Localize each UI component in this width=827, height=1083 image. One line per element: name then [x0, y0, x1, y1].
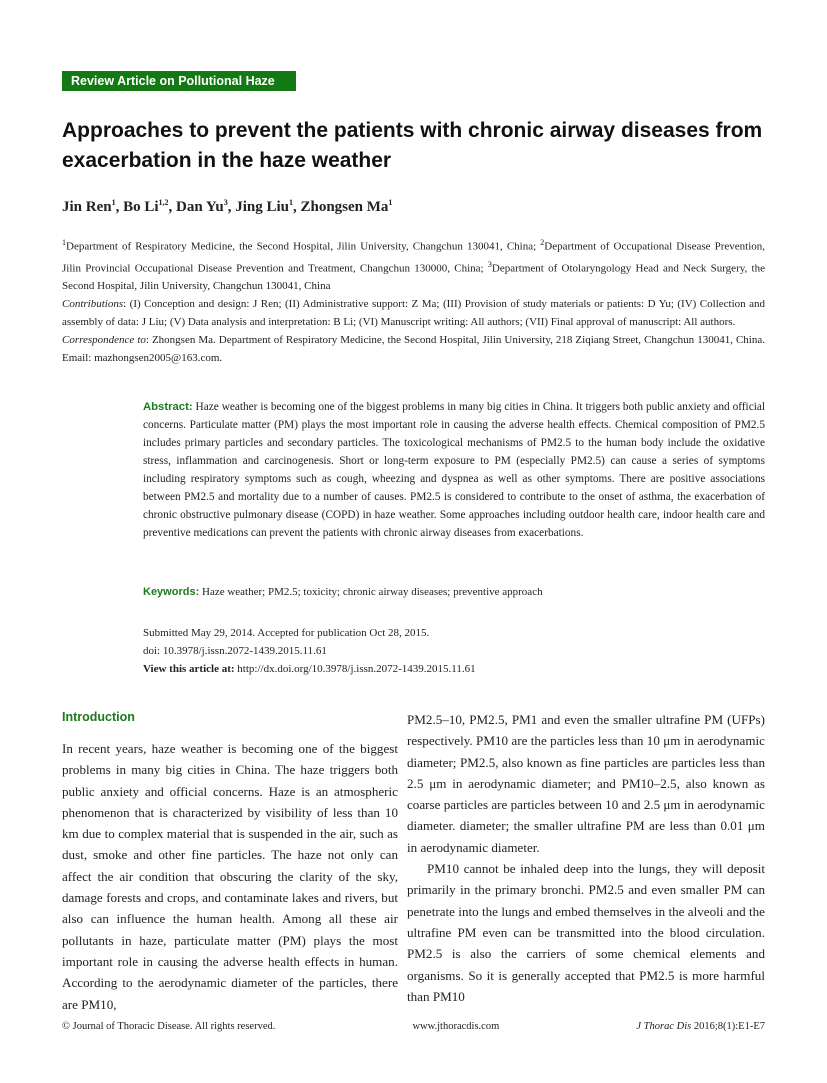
author-sup: 1: [111, 198, 116, 207]
affiliation: Department of Respiratory Medicine, the Second Hospital, Jilin University, Changchun 130041, China;: [66, 240, 541, 253]
author-list: Jin Ren$^1$, Bo Li$^{1,2}$, Dan Yu$^3$, Jing Liu$^1$, Zhongsen Ma$^1$: [62, 198, 393, 215]
article-title: Approaches to prevent the patients with chronic airway diseases from exacerbation in the haze weather: [62, 119, 763, 172]
contributions: : (I) Conception and design: J Ren; (II) Administrative support: Z Ma; (III) Provision of study materials or patients: D Yu; (IV) Collection and assembly of data: J Liu; (V) Data analysis and interpretation: B Li; (VI) Manuscript writing: All authors; (VII) Final approval of manuscript: All authors.: [62, 298, 765, 329]
journal-url[interactable]: www.jthoracdis.com: [412, 1021, 500, 1032]
author-sup: 3: [223, 198, 228, 207]
affiliation: Department of Occupational Disease Prevention, Jilin Provincial Occupational Disease Prevention and Treatment, Changchun 130000, China;: [62, 240, 765, 275]
copyright: © Journal of Thoracic Disease. All rights reserved.: [62, 1021, 276, 1032]
keywords-text: Haze weather; PM2.5; toxicity; chronic airway diseases; preventive approach: [202, 586, 543, 598]
contributions-label: Contributions: [62, 298, 124, 311]
author: Jing Liu: [235, 199, 289, 215]
author-sup: 1: [288, 198, 293, 207]
abstract: [143, 398, 765, 542]
abstract-text: Haze weather is becoming one of the biggest problems in many big cities in China. It triggers both public anxiety and official concerns. Particulate matter (PM) plays the most important role in causing the adverse health effects. Chemical composition of PM2.5 includes primary particles and secondary particles. The toxicological mechanisms of PM2.5 to the human body include the oxidative stress, inflammation and carcinogenesis. Short or long-term exposure to PM (especially PM2.5) can cause a series of symptoms including respiratory symptoms such as cough, wheezing and dyspnea as well as other symptoms. There are positive associations between PM2.5 and mortality due to a number of causes. PM2.5 is considered to contribute to the onset of asthma, the exacerbation of chronic obstructive pulmonary disease (COPD) in haze weather. Some approaches including outdoor health care, indoor health care and preventive medications can prevent the patients with chronic airway diseases from exacerbations.: [143, 401, 765, 539]
view-label: View this article at:: [143, 663, 235, 675]
keywords: [143, 586, 765, 598]
correspondence: : Zhongsen Ma. Department of Respiratory Medicine, the Second Hospital, Jilin University, 218 Ziqiang Street, Changchun 130041, China. Email: mazhongsen2005@163.com.: [62, 334, 765, 365]
journal-abbrev: J Thorac Dis: [636, 1021, 692, 1032]
author: Bo Li: [123, 199, 159, 215]
citation-volume: 2016;8(1):E1-E7: [691, 1021, 765, 1032]
author: Dan Yu: [176, 199, 224, 215]
paragraph: In recent years, haze weather is becoming one of the biggest problems in many big cities in China. The haze triggers both public anxiety and official concerns. Haze is an atmospheric phenomenon that is characterized by visibility of less than 10 km due to complex material that is suspended in the air, such as dust, smoke and other fine particles. The haze not only can affect the air condition that obscuring the clarity of the sky, damage forests and crops, and contaminate lakes and rivers, but also can influence the human health. Among all these air pollutants in haze, particulate matter (PM) plays the most important role in causing the adverse health effects in human. According to the aerodynamic diameter of the particles, there are PM10,: [62, 741, 398, 1012]
left-column: [62, 738, 398, 1015]
submission-dates: Submitted May 29, 2014. Accepted for publication Oct 28, 2015.: [143, 627, 430, 639]
section-heading-introduction: Introduction: [62, 710, 135, 724]
keywords-label: Keywords:: [143, 586, 200, 598]
affiliation: Department of Otolaryngology Head and Neck Surgery, the Second Hospital, Jilin University, Changchun 130041, China: [62, 262, 765, 293]
author: Jin Ren: [62, 199, 112, 215]
author-sup: 1,2: [158, 198, 169, 207]
article-meta: [143, 624, 476, 678]
abstract-label: Abstract:: [143, 401, 193, 413]
citation: [636, 1021, 765, 1032]
article-link[interactable]: http://dx.doi.org/10.3978/j.issn.2072-1439.2015.11.61: [237, 663, 476, 675]
right-column: [407, 709, 765, 1007]
page-footer: [62, 1021, 765, 1032]
article-type-badge: Review Article on Pollutional Haze: [62, 71, 296, 91]
paragraph: PM10 cannot be inhaled deep into the lungs, they will deposit primarily in the primary bronchi. PM2.5 and even smaller PM can penetrate into the lungs and embed themselves in the alveoli and the ultrafine PM even can be transmitted into the blood circulation. PM2.5 is also the carriers of some chemical elements and organisms. So it is generally accepted that PM2.5 is more harmful than PM10: [407, 861, 765, 1004]
author-sup: 1: [388, 198, 393, 207]
affiliations: $^1$Department of Respiratory Medicine, the Second Hospital, Jilin University, Changchun 130041, China; $^2$Department of Occupational Disease Prevention, Jilin Provincial Occupational Disease Prevention and Treatment, Changchun 130000, China; $^3$Department of Otolaryngology Head and Neck Surgery, the Second Hospital, Jilin University, Changchun 130041, China Contributions: (I) Conception and design: J Ren; (II) Administrative support: Z Ma; (III) Provision of study materials or patients: D Yu; (IV) Collection and assembly of data: J Liu; (V) Data analysis and interpretation: B Li; (VI) Manuscript writing: All authors; (VII) Final approval of manuscript: All authors. Correspondence to: Zhongsen Ma. Department of Respiratory Medicine, the Second Hospital, Jilin University, 218 Ziqiang Street, Changchun 130041, China. Email: mazhongsen2005@163.com.: [62, 238, 765, 365]
correspondence-label: Correspondence to: [62, 334, 146, 347]
doi: doi: 10.3978/j.issn.2072-1439.2015.11.61: [143, 645, 327, 657]
author: Zhongsen Ma: [300, 199, 389, 215]
paragraph: PM2.5–10, PM2.5, PM1 and even the smaller ultrafine PM (UFPs) respectively. PM10 are the particles less than 10 μm in aerodynamic diameter; PM2.5, also known as fine particles are particles less than 2.5 μm in aerodynamic diameter; and PM10–2.5, also known as coarse particles are particles between 10 and 2.5 μm in aerodynamic diameter. diameter; the smaller ultrafine PM are less than 0.01 μm in aerodynamic diameter.: [407, 712, 765, 855]
